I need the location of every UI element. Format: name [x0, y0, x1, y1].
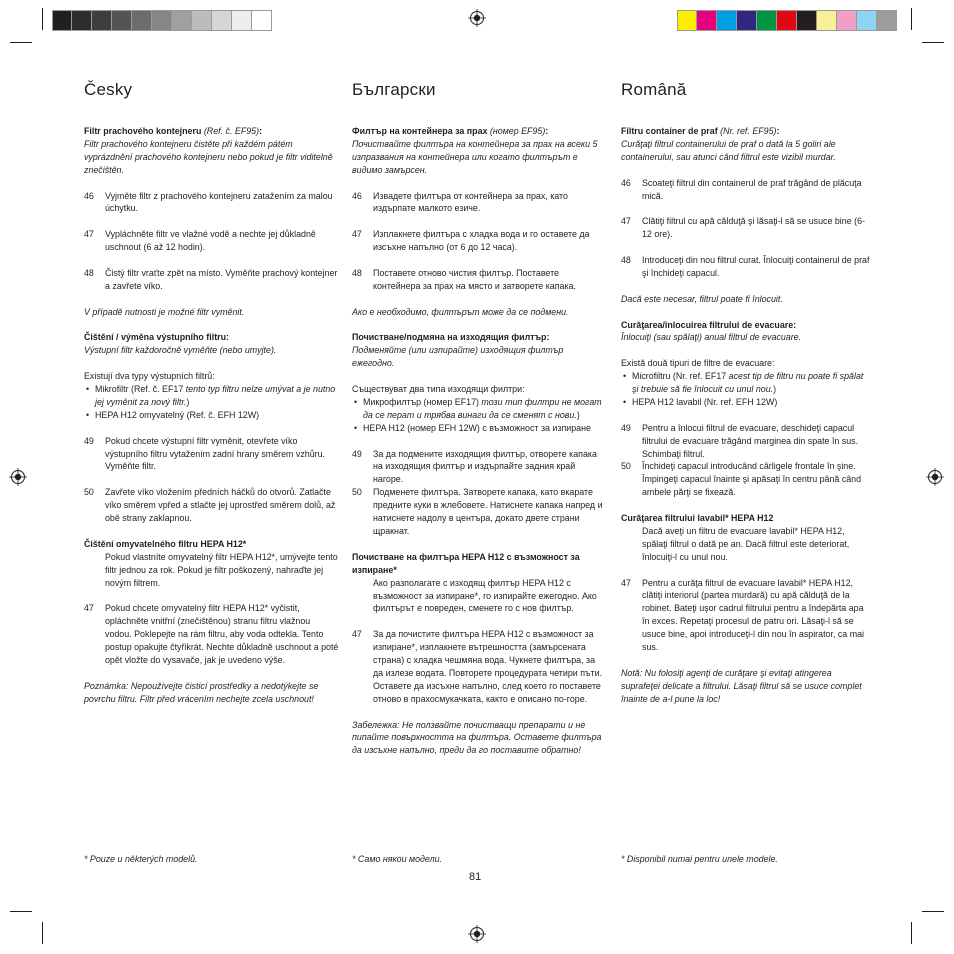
crop-mark	[42, 8, 43, 30]
note: Dacă este necesar, filtrul poate fi înlocuit.	[621, 293, 783, 304]
section-description: Почиствайте филтъра на контейнера за прах на всеки 5 изпразвания на контейнера или когато филтърът е видимо замърсен.	[352, 138, 598, 175]
filter-types-intro: Existují dva typy výstupních filtrů:	[84, 371, 215, 382]
list-item: • Microfiltru (Nr. ref. EF17 acest tip de filtru nu poate fi spălat şi trebuie să fie înlocuit cu unul nou.)	[621, 370, 871, 396]
color-swatch	[232, 10, 252, 31]
section-heading: Curăţarea/înlocuirea filtrului de evacuare:	[621, 319, 797, 330]
step-item: 47 Clătiţi filtrul cu apă călduţă şi lăsaţi-l să se usuce bine (6-12 ore).	[621, 216, 865, 240]
list-item: • Микрофилтър (номер EF17) този тип филтри не могат да се перат и трябва винаги да се сменят с нови.)	[352, 396, 607, 422]
color-swatch	[92, 10, 112, 31]
color-swatch	[72, 10, 92, 31]
note: Забележка: Не ползвайте почистващи препарати и не пипайте повърхността на филтъра. Оставете филтъра да изсъхне напълно, преди да го поставите обратно!	[352, 719, 602, 756]
section-heading: Почистване на филтъра HEPA H12 с възможност за изпиране*	[352, 551, 580, 575]
step-item: 50 Подменете филтъра. Затворете капака, като вкарате предните куки в жлебовете. Натиснете капака напред и натиснете надолу в центъра, докато двете страни щракнат.	[352, 487, 603, 536]
language-heading: Български	[352, 80, 436, 99]
step-item: 47 Pentru a curăţa filtrul de evacuare lavabil* HEPA H12, clătiţi interiorul (partea murdară) cu apă călduţă de la robinet. Bateţi uşor cadrul filtrului pentru a îndepărta apa în exces. Repetaţi procesul de patru ori. Lăsaţi-l să se usuce bine, apoi introduceţi-l din nou în aspirator, ca mai sus.	[621, 577, 865, 653]
registration-mark-icon	[468, 925, 486, 943]
czech-column	[84, 80, 339, 706]
step-item: 46 Извадете филтъра от контейнера за прах, като издърпате малкото езиче.	[352, 190, 568, 214]
footnote: * Само някои модели.	[352, 854, 442, 864]
step-item: 47 Изплакнете филтъра с хладка вода и го оставете да изсъхне напълно (от 6 до 12 часа).	[352, 229, 590, 253]
list-item: • HEPA H12 (номер EFH 12W) с възможност за изпиране	[352, 422, 607, 435]
step-item: 50 Zavřete víko vložením předních háčků do otvorů. Zatlačte víko směrem vpřed a stlačte jej uprostřed směrem dolů, až obě strany zaklapnou.	[84, 487, 336, 524]
color-swatch	[697, 10, 717, 31]
filter-types-intro: Există două tipuri de filtre de evacuare:	[621, 358, 775, 369]
crop-mark	[10, 911, 32, 912]
step-item: 49 За да подмените изходящия филтър, отворете капака на изходящия филтър и издърпайте задния край нагоре.	[352, 448, 597, 485]
note: Notă: Nu folosiţi agenţi de curăţare şi evitaţi atingerea suprafeţei delicate a filtrului. Lăsaţi filtrul să se usuce complet înainte de a-l pune la loc!	[621, 667, 862, 704]
color-swatch	[777, 10, 797, 31]
section-heading: Čištění omyvatelného filtru HEPA H12*	[84, 538, 247, 549]
section-description: Înlocuiţi (sau spălaţi) anual filtrul de evacuare.	[621, 332, 802, 343]
section-description: Подменяйте (или изпирайте) изходящия филтър ежегодно.	[352, 345, 564, 369]
registration-mark-icon	[9, 468, 27, 486]
step-item: 49 Pokud chcete výstupní filtr vyměnit, otevřete víko výstupního filtru vytažením zadní hrany směrem vzhůru. Vyměňte filtr.	[84, 435, 325, 472]
footnote: * Disponibil numai pentru unele modele.	[621, 854, 778, 864]
crop-mark	[922, 911, 944, 912]
filter-types-intro: Съществуват два типа изходящи филтри:	[352, 384, 525, 395]
color-swatch	[837, 10, 857, 31]
process-color-bar	[677, 10, 897, 31]
color-swatch	[52, 10, 72, 31]
color-swatch	[677, 10, 697, 31]
language-heading: Română	[621, 80, 687, 99]
step-item: 47 Pokud chcete omyvatelný filtr HEPA H12* vyčistit, opláchněte vnitřní (znečištěnou) stranu filtru vlažnou vodou. Poklepejte na rám filtru, aby voda odtekla. Tento postup opakujte čtyřikrát. Nechte důkladně uschnout a poté opět vložte do vysavače, jak je uvedeno výše.	[84, 603, 339, 665]
note: Ако е необходимо, филтърът може да се подмени.	[352, 306, 569, 317]
step-item: 46 Vyjměte filtr z prachového kontejneru zatažením za malou úchytku.	[84, 190, 333, 214]
color-swatch	[757, 10, 777, 31]
crop-mark	[911, 922, 912, 944]
color-swatch	[857, 10, 877, 31]
color-swatch	[112, 10, 132, 31]
grayscale-color-bar	[52, 10, 272, 31]
list-item: • Mikrofiltr (Ref. č. EF17 tento typ filtru nelze umývat a je nutno jej vyměnit za nový filtr.)	[84, 383, 339, 409]
step-item: 48 Introduceţi din nou filtrul curat. Înlocuiţi containerul de praf şi închideţi capacul.	[621, 255, 870, 278]
color-swatch	[737, 10, 757, 31]
registration-mark-icon	[468, 9, 486, 27]
section-heading: Curăţarea filtrului lavabil* HEPA H12	[621, 513, 774, 524]
note: Poznámka: Nepoužívejte čisticí prostředky a nedotýkejte se povrchu filtru. Filtr před vrácením nechejte zcela uschnout!	[84, 680, 319, 704]
section-heading: Filtr prachového kontejneru (Ref. č. EF95):	[84, 126, 263, 136]
section-heading: Filtru container de praf (Nr. ref. EF95):	[621, 126, 780, 136]
section-heading: Филтър на контейнера за прах (номер EF95):	[352, 126, 549, 136]
step-item: 50 Închideţi capacul introducând cârligele frontale în şine. Împingeţi capacul înainte şi apăsaţi în centru până când ambele părţi se fixează.	[621, 461, 862, 498]
section-description: Ако разполагате с изходящ филтър HEPA H12 с възможност за изпиране*, го изпирайте ежегодно. Ако филтърът е повреден, сменете го с нов филтър.	[373, 577, 597, 614]
color-swatch	[717, 10, 737, 31]
color-swatch	[817, 10, 837, 31]
crop-mark	[922, 42, 944, 43]
color-swatch	[877, 10, 897, 31]
section-description: Filtr prachového kontejneru čistěte při každém pátém vyprázdnění prachového kontejneru nebo pokud je filtr viditelně znečištěn.	[84, 138, 333, 175]
page-number: 81	[469, 871, 482, 883]
section-heading: Почистване/подмяна на изходящия филтър:	[352, 332, 550, 343]
registration-mark-icon	[926, 468, 944, 486]
footnote: * Pouze u některých modelů.	[84, 854, 198, 864]
bulgarian-column	[352, 80, 607, 757]
note: V případě nutnosti je možné filtr vyměnit.	[84, 306, 245, 317]
step-item: 47 За да почистите филтъра HEPA H12 с възможност за изпиране*, изплакнете вътрешността (замърсената страна) с хладка чешмяна вода. Чукнете филтъра, за да излезе водата. Повторете процедурата четири пъти. Оставете да изсъхне напълно, след което го поставете отново в прахосмукачката, както е описано по-горе.	[352, 629, 603, 704]
color-swatch	[252, 10, 272, 31]
step-item: 48 Поставете отново чистия филтър. Поставете контейнера за прах на място и затворете капака.	[352, 267, 576, 291]
color-swatch	[192, 10, 212, 31]
step-item: 46 Scoateţi filtrul din containerul de praf trăgând de plăcuţa mică.	[621, 177, 862, 201]
step-item: 47 Vypláchněte filtr ve vlažné vodě a nechte jej důkladně uschnout (6 až 12 hodin).	[84, 229, 316, 253]
color-swatch	[797, 10, 817, 31]
section-description: Curăţaţi filtrul containerului de praf o dată la 5 goliri ale containerului, sau atunci când filtrul este vizibil murdar.	[621, 138, 836, 162]
color-swatch	[132, 10, 152, 31]
step-item: 49 Pentru a înlocui filtrul de evacuare, deschideţi capacul filtrului de evacuare trăgând marginea din spate în sus. Schimbaţi filtrul.	[621, 422, 859, 459]
language-heading: Česky	[84, 80, 133, 99]
section-description: Pokud vlastníte omyvatelný filtr HEPA H12*, umývejte tento filtr jednou za rok. Pokud je filtr poškozený, nahraďte jej novým filtrem.	[105, 551, 338, 588]
list-item: • HEPA H12 lavabil (Nr. ref. EFH 12W)	[621, 396, 871, 409]
section-description: Dacă aveţi un filtru de evacuare lavabil* HEPA H12, spălaţi filtrul o dată pe an. Dacă filtrul este deteriorat, înlocuiţi-l cu unul nou.	[642, 525, 850, 562]
section-heading: Čištění / výměna výstupního filtru:	[84, 332, 229, 343]
color-swatch	[152, 10, 172, 31]
crop-mark	[42, 922, 43, 944]
crop-mark	[10, 42, 32, 43]
list-item: • HEPA H12 omyvatelný (Ref. č. EFH 12W)	[84, 409, 339, 422]
section-description: Výstupní filtr každoročně vyměňte (nebo umyjte).	[84, 345, 277, 356]
romanian-column	[621, 80, 871, 706]
step-item: 48 Čistý filtr vraťte zpět na místo. Vyměňte prachový kontejner a zavřete víko.	[84, 267, 338, 291]
color-swatch	[212, 10, 232, 31]
crop-mark	[911, 8, 912, 30]
color-swatch	[172, 10, 192, 31]
